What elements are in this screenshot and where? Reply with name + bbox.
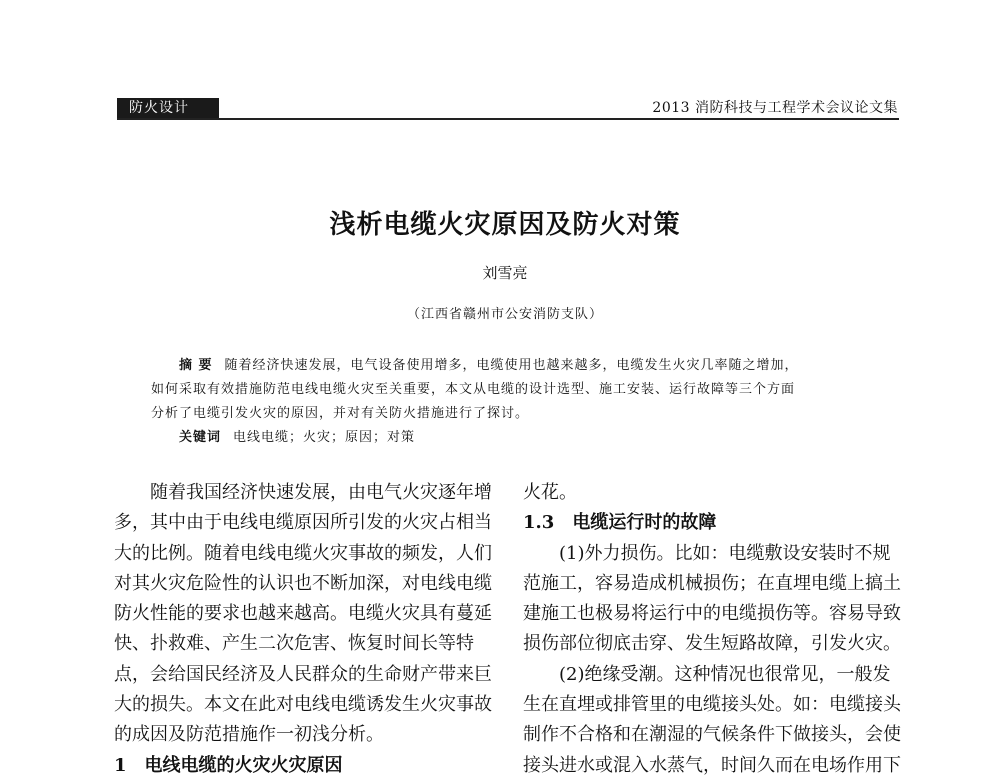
body-line: 火花。 — [523, 482, 577, 503]
body-line: (2)绝缘受潮。这种情况也很常见，一般发 — [559, 663, 891, 685]
body-line: 对其火灾危险性的认识也不断加深，对电线电缆 — [114, 572, 492, 594]
abstract-line: 分析了电缆引发火灾的原因，并对有关防火措施进行了探讨。 — [151, 406, 530, 421]
keywords-text: 电线电缆；火灾；原因；对策 — [233, 430, 416, 445]
body-line: 范施工，容易造成机械损伤；在直埋电缆上搞土 — [523, 572, 901, 594]
body-line: 大的比例。随着电线电缆火灾事故的频发，人们 — [114, 542, 492, 564]
body-line: 点，会给国民经济及人民群众的生命财产带来巨 — [114, 663, 492, 685]
left-column — [114, 478, 509, 781]
abstract-line — [151, 354, 866, 378]
section-heading: 1 电线电缆的火灾火灾原因 — [114, 754, 343, 776]
body-line: 快、扑救难、产生二次危害、恢复时间长等特 — [114, 633, 474, 655]
abstract-line: 如何采取有效措施防范电线电缆火灾至关重要，本文从电缆的设计选型、施工安装、运行故障等三个方面 — [151, 382, 796, 397]
header-rule — [117, 118, 899, 120]
body-line: 随着我国经济快速发展，由电气火灾逐年增 — [150, 482, 492, 503]
proceedings-title: 2013 消防科技与工程学术会议论文集 — [652, 100, 898, 116]
author: 刘雪亮 — [482, 264, 528, 282]
affiliation: （江西省赣州市公安消防支队） — [406, 307, 603, 322]
body-line: (1)外力损伤。比如：电缆敷设安装时不规 — [559, 542, 891, 564]
paper-title: 浅析电缆火灾原因及防火对策 — [329, 210, 681, 240]
body-line: 防火性能的要求也越来越高。电缆火灾具有蔓延 — [114, 603, 492, 625]
abstract — [151, 354, 866, 450]
abstract-label: 摘 要 — [179, 358, 213, 373]
keywords-label: 关键词 — [179, 430, 222, 445]
section-heading: 1.3 电缆运行时的故障 — [523, 512, 717, 534]
body-line: 的成因及防范措施作一初浅分析。 — [114, 724, 384, 746]
keywords — [151, 426, 866, 450]
body-line: 多，其中由于电线电缆原因所引发的火灾占相当 — [114, 512, 492, 534]
body-line: 接头进水或混入水蒸气，时间久而在电场作用下 — [523, 754, 901, 776]
body-line: 大的损失。本文在此对电线电缆诱发生火灾事故 — [114, 694, 492, 716]
body-line: 生在直埋或排管里的电缆接头处。如：电缆接头 — [523, 694, 901, 716]
body-line: 损伤部位彻底击穿、发生短路故障，引发火灾。 — [523, 633, 901, 655]
abstract-text: 随着经济快速发展，电气设备使用增多，电缆使用也越来越多，电缆发生火灾几率随之增加， — [224, 358, 799, 373]
body-line: 建施工也极易将运行中的电缆损伤等。容易导致 — [523, 603, 901, 625]
section-tag: 防火设计 — [117, 98, 219, 119]
body-line: 制作不合格和在潮湿的气候条件下做接头，会使 — [523, 724, 901, 746]
right-column — [523, 478, 918, 781]
